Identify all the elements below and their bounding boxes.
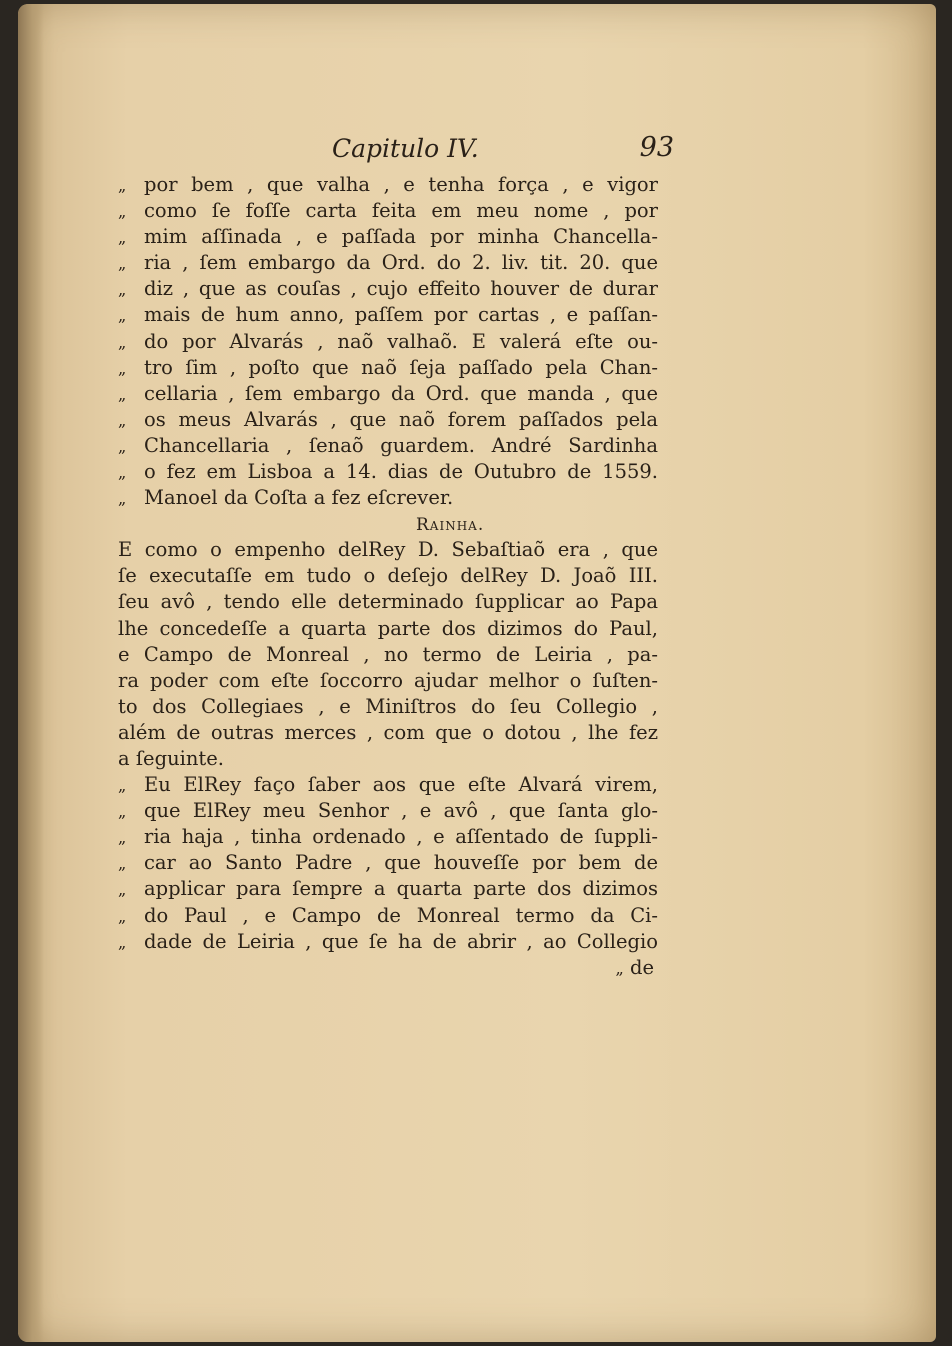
text-line: „ dade de Leiria , que ſe ha de abrir , ao Collegio xyxy=(118,929,658,955)
quote-mark: „ xyxy=(118,410,127,430)
quote-mark: „ xyxy=(118,306,127,326)
text-line: „ o fez em Lisboa a 14. dias de Outubro de 1559. xyxy=(118,459,658,485)
text-line: ſe executaſſe em tudo o deſejo delRey D. Joaõ III. xyxy=(118,564,658,588)
text-line: to dos Collegiaes , e Miniſtros do ſeu Collegio , xyxy=(118,694,658,718)
quoted-block-2 xyxy=(118,772,658,955)
quote-mark: „ xyxy=(118,436,127,456)
text-line: E como o empenho delRey D. Sebaſtiaõ era , que xyxy=(118,538,658,562)
text-line: ra poder com eſte ſoccorro ajudar melhor o ſuſten- xyxy=(118,668,658,692)
quote-mark: „ xyxy=(118,254,127,274)
text-line: a ſeguinte. xyxy=(118,746,224,770)
text-line: lhe concedeſſe a quarta parte dos dizimos do Paul, xyxy=(118,616,658,640)
text-line: „ por bem , que valha , e tenha força , e vigor xyxy=(118,172,658,198)
quote-mark: „ xyxy=(118,880,127,900)
text-line: „ Eu ElRey faço ſaber aos que eſte Alvará virem, xyxy=(118,772,658,798)
quote-mark: „ xyxy=(118,463,127,483)
quote-mark: „ xyxy=(118,332,127,352)
page-text xyxy=(118,132,674,981)
running-header xyxy=(118,132,674,172)
chapter-title: Capitulo IV. xyxy=(332,134,479,163)
quote-mark: „ xyxy=(118,489,127,509)
quote-mark: „ xyxy=(118,776,127,796)
quote-mark: „ xyxy=(118,802,127,822)
quote-mark: „ xyxy=(118,932,127,952)
section-heading: Rainha. xyxy=(416,515,485,536)
quote-mark: „ xyxy=(118,906,127,926)
text-line: ſeu avô , tendo elle determinado ſupplicar ao Papa xyxy=(118,590,658,614)
narrative-paragraph xyxy=(118,537,658,772)
catchword: „ de xyxy=(118,955,658,981)
text-line: „ diz , que as couſas , cujo effeito houver de durar xyxy=(118,276,658,302)
text-line: além de outras merces , com que o dotou , lhe fez xyxy=(118,720,658,744)
quote-mark: „ xyxy=(118,280,127,300)
text-line: „ ria , ſem embargo da Ord. do 2. liv. tit. 20. que xyxy=(118,250,658,276)
quote-mark: „ xyxy=(118,828,127,848)
quote-mark: „ xyxy=(118,854,127,874)
text-line: „ Manoel da Coſta a fez eſcrever. xyxy=(118,485,658,511)
text-line: „ ria haja , tinha ordenado , e aſſentado de ſuppli- xyxy=(118,824,658,850)
text-line: „ do por Alvarás , naõ valhaõ. E valerá eſte ou- xyxy=(118,329,658,355)
text-line: „ applicar para ſempre a quarta parte dos dizimos xyxy=(118,876,658,902)
quote-mark: „ xyxy=(615,958,624,978)
quote-mark: „ xyxy=(118,202,127,222)
text-line: „ tro ſim , poſto que naõ ſeja paſſado pela Chan- xyxy=(118,355,658,381)
text-line: „ como ſe foſſe carta feita em meu nome , por xyxy=(118,198,658,224)
quote-mark: „ xyxy=(118,176,127,195)
text-line: e Campo de Monreal , no termo de Leiria , pa- xyxy=(118,642,658,666)
text-line: „ car ao Santo Padre , que houveſſe por bem de xyxy=(118,850,658,876)
text-line: „ Chancellaria , ſenaõ guardem. André Sardinha xyxy=(118,433,658,459)
text-line: „ do Paul , e Campo de Monreal termo da Ci- xyxy=(118,903,658,929)
quote-mark: „ xyxy=(118,384,127,404)
page-number: 93 xyxy=(639,132,674,163)
text-line: „ cellaria , ſem embargo da Ord. que manda , que xyxy=(118,381,658,407)
quote-mark: „ xyxy=(118,358,127,378)
page-gutter xyxy=(18,4,44,1342)
quoted-block-1 xyxy=(118,172,658,511)
book-page xyxy=(18,4,936,1342)
text-line: „ mais de hum anno, paſſem por cartas , e paſſan- xyxy=(118,302,658,328)
quote-mark: „ xyxy=(118,228,127,248)
text-line: „ os meus Alvarás , que naõ forem paſſados pela xyxy=(118,407,658,433)
text-line: „ que ElRey meu Senhor , e avô , que ſanta glo- xyxy=(118,798,658,824)
text-line: „ mim aſſinada , e paſſada por minha Chancella- xyxy=(118,224,658,250)
